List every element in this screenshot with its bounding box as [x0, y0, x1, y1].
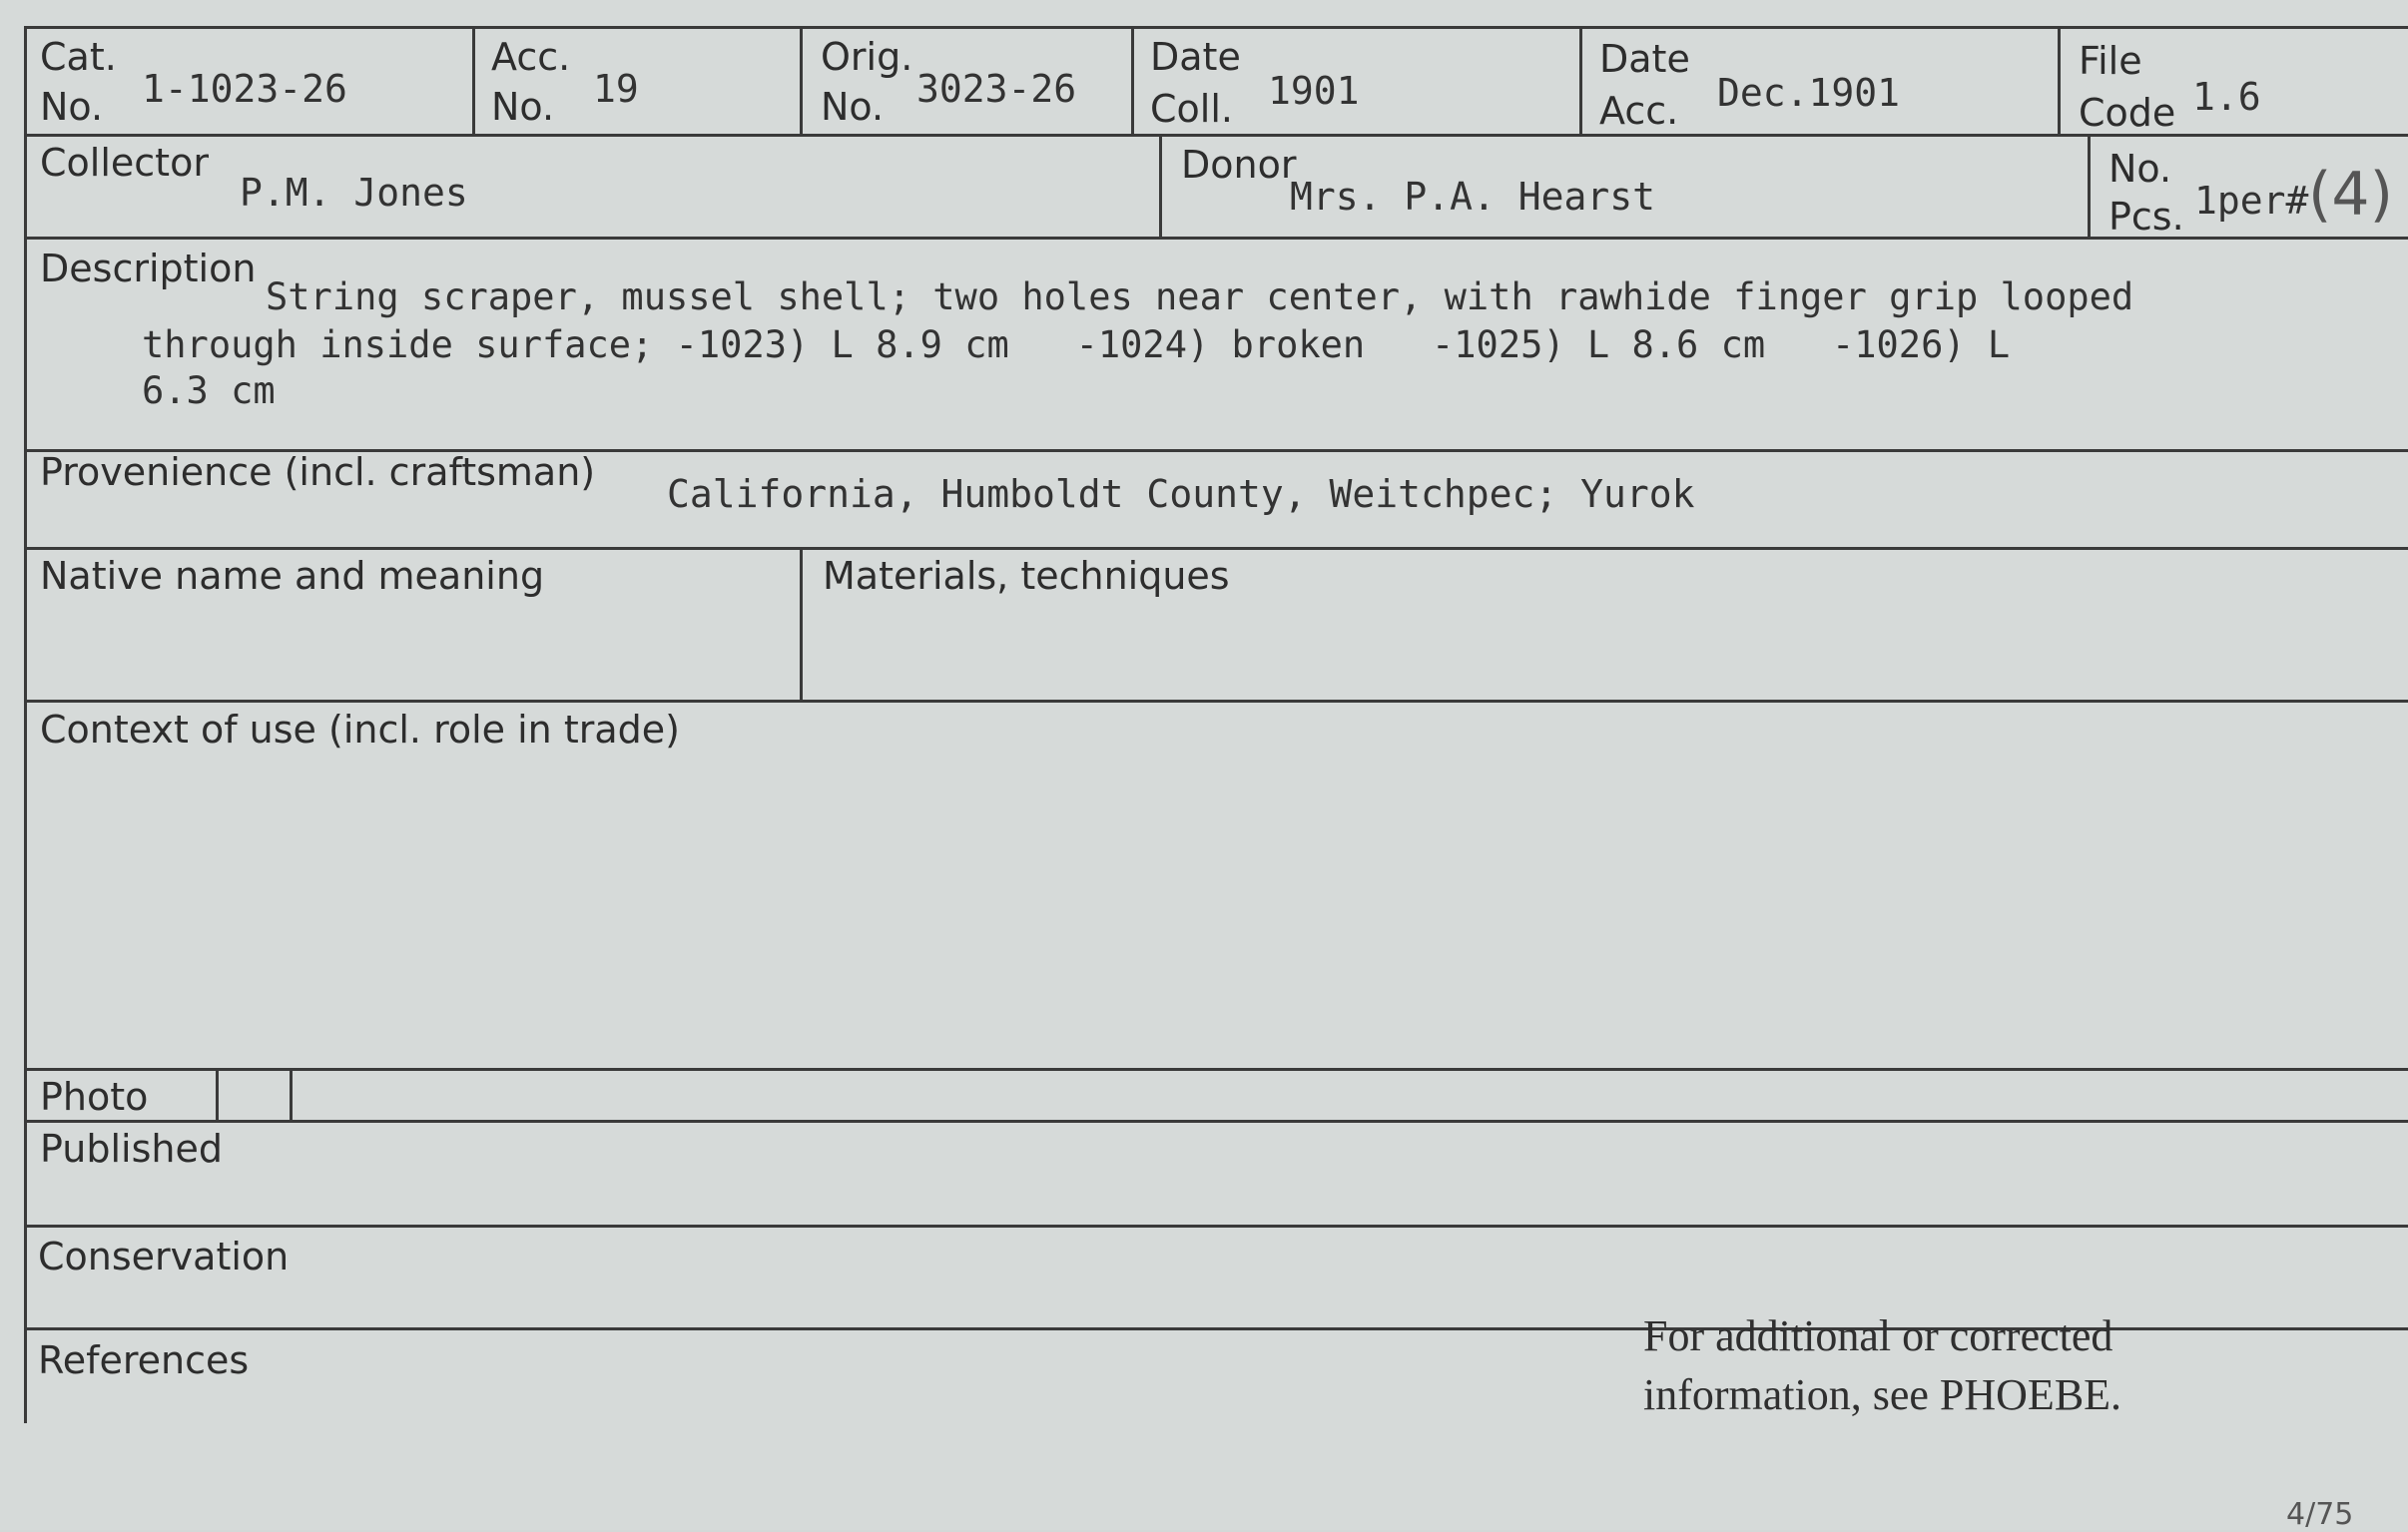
date-coll-label-2: Coll. [1150, 87, 1233, 131]
cat-no-label-2: No. [40, 85, 104, 129]
rule-published-bottom [24, 1225, 2408, 1228]
native-name-label: Native name and meaning [40, 554, 545, 598]
date-acc-label-2: Acc. [1599, 89, 1679, 133]
rule-collector-bottom [24, 237, 2408, 240]
date-acc-value: Dec.1901 [1717, 71, 1901, 115]
rule-native-bottom [24, 700, 2408, 703]
photo-box-divider-2 [290, 1068, 293, 1122]
file-code-label-1: File [2079, 39, 2142, 83]
divider-cat-acc [472, 26, 475, 136]
rule-top [24, 26, 2408, 29]
phoebe-note-line-2: information, see PHOEBE. [1643, 1370, 2122, 1419]
rule-photo-bottom [24, 1120, 2408, 1123]
phoebe-note-line-1: For additional or corrected [1643, 1311, 2113, 1360]
donor-value: Mrs. P.A. Hearst [1290, 175, 1656, 219]
donor-label: Donor [1181, 143, 1297, 187]
conservation-label: Conservation [38, 1235, 290, 1278]
acc-no-label-2: No. [491, 85, 555, 129]
description-label: Description [40, 247, 257, 290]
divider-dateacc-file [2058, 26, 2061, 136]
date-acc-label-1: Date [1599, 37, 1690, 81]
divider-collector-donor [1159, 134, 1162, 239]
divider-datecoll-dateacc [1579, 26, 1582, 136]
date-coll-value: 1901 [1268, 69, 1360, 113]
collector-label: Collector [40, 141, 209, 185]
context-label: Context of use (incl. role in trade) [40, 708, 680, 752]
divider-orig-datecoll [1131, 26, 1134, 136]
rule-header-bottom [24, 134, 2408, 137]
description-line-2: through inside surface; -1023) L 8.9 cm -1024) broken -1025) L 8.6 cm -1026) L [142, 323, 2011, 366]
pcs-handwritten-note: (4) [2308, 160, 2393, 230]
corner-mark: 4/75 [2286, 1497, 2354, 1532]
photo-box-divider-1 [216, 1068, 219, 1122]
cat-no-value: 1-1023-26 [142, 67, 347, 111]
materials-label: Materials, techniques [823, 554, 1230, 598]
description-line-1: String scraper, mussel shell; two holes near center, with rawhide finger grip looped [266, 275, 2134, 318]
cat-no-label-1: Cat. [40, 35, 117, 79]
pcs-label-2: Pcs. [2108, 195, 2184, 239]
divider-donor-pcs [2088, 134, 2091, 239]
rule-provenience-bottom [24, 547, 2408, 550]
acc-no-value: 19 [593, 67, 639, 111]
description-line-3: 6.3 cm [142, 369, 276, 412]
divider-acc-orig [800, 26, 803, 136]
references-label: References [38, 1338, 250, 1382]
acc-no-label-1: Acc. [491, 35, 571, 79]
photo-label: Photo [40, 1075, 149, 1119]
collector-value: P.M. Jones [240, 171, 468, 215]
orig-no-value: 3023-26 [916, 67, 1077, 111]
pcs-value: 1per# [2194, 179, 2309, 223]
file-code-label-2: Code [2079, 91, 2176, 135]
divider-native-materials [800, 547, 803, 702]
rule-left [24, 26, 27, 1423]
published-label: Published [40, 1127, 223, 1171]
pcs-label-1: No. [2108, 147, 2172, 191]
file-code-value: 1.6 [2192, 75, 2261, 119]
orig-no-label-2: No. [821, 85, 885, 129]
orig-no-label-1: Orig. [821, 35, 913, 79]
rule-photo-top [24, 1068, 2408, 1071]
provenience-label: Provenience (incl. craftsman) [40, 450, 596, 494]
provenience-value: California, Humboldt County, Weitchpec; Yurok [667, 472, 1695, 516]
date-coll-label-1: Date [1150, 35, 1241, 79]
